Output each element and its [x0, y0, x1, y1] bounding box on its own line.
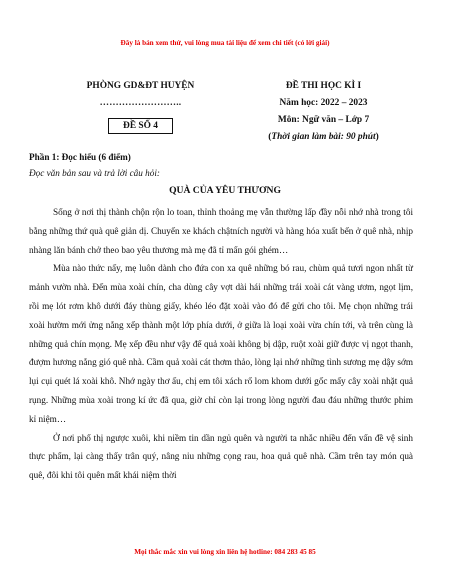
paragraph: Mùa nào thức nấy, mẹ luôn dành cho đứa con xa quê những bó rau, chùm quả tươi ngon nhất từ mảnh vườn nhà. Đến mùa xoài chín, cha dùng cây vợt dài hái những trái xoài cát vàng ươm, ngọt lịm, rồi mẹ lót rơm khô dưới đáy thùng giấy, khéo léo đặt xoài vào đó để gửi cho tôi. Mẹ chọn những trái xoài hườm mới ửng nắng xếp thành một lớp phía dưới, ở giữa là loại xoài vừa chín tới, và trên cùng là những quả chín mọng. Mẹ xếp đều như vậy để quả xoài không bị dập, ruột xoài giữ được vị ngọt thanh, đượm hương nắng gió quê nhà. Cầm quả xoài cát thơm thảo, lòng lại nhớ những tình sương mẹ dậy sớm lụi cụi quét lá xoài khô. Nhớ ngày thơ ấu, chị em tôi xách rổ lom khom dưới gốc mấy cây xoài nhặt quả rụng. Những mùa xoài trong kí ức đã qua, giờ chỉ còn lại trong lòng người đau đáu những thước phim kỉ niệm…	[29, 263, 413, 424]
paragraph: Ở nơi phố thị ngược xuôi, khi niềm tin dần ngủ quên và người ta nhắc nhiều đến vấn đề vệ sinh thực phẩm, lại càng thấy trân quý, nâng niu những cọng rau, hoa quả quê nhà. Cầm trên tay món quà quê, đôi khi tôi quên mất khái niệm thời	[29, 432, 413, 481]
exam-header	[58, 78, 410, 153]
exam-time: (Thời gian làm bài: 90 phút)	[268, 132, 379, 142]
exam-time-label: Thời gian làm bài: 90 phút	[271, 132, 376, 142]
header-right	[236, 78, 411, 146]
exam-number-box: ĐỀ SỐ 4	[108, 118, 173, 134]
preview-banner: Đây là bản xem thử, vui lòng mua tài liệu để xem chi tiết (có lời giải)	[120, 39, 330, 47]
exam-title: ĐỀ THI HỌC KÌ I	[285, 81, 362, 91]
subject-grade: Môn: Ngữ văn – Lớp 7	[277, 115, 370, 125]
hotline-banner: Mọi thắc mắc xin vui lòng xin liên hệ hotline: 084 283 45 85	[134, 548, 316, 556]
school-year: Năm học: 2022 – 2023	[279, 98, 368, 108]
section-title: Phần 1: Đọc hiểu (6 điểm)	[29, 152, 131, 162]
header-left	[58, 78, 223, 134]
district-blank: ……………………..	[99, 98, 182, 108]
paragraph: Sống ở nơi thị thành chộn rộn lo toan, thỉnh thoảng mẹ vẫn thường lấp đầy nỗi nhớ nhà trong tôi bằng những thứ quà quê giản dị. Chuyến xe khách chậtních người và hàng hóa xuất bến ở quê nhà, nhịp nhàng lăn bánh chở theo bao yêu thương mà mẹ đã tỉ mẩn gói ghém…	[29, 207, 413, 255]
passage-title: QUÀ CỦA YÊU THƯƠNG	[169, 185, 281, 196]
department-name: PHÒNG GD&ĐT HUYỆN	[86, 81, 195, 91]
instruction: Đọc văn bản sau và trả lời câu hỏi:	[29, 168, 160, 178]
passage-body	[29, 203, 413, 485]
